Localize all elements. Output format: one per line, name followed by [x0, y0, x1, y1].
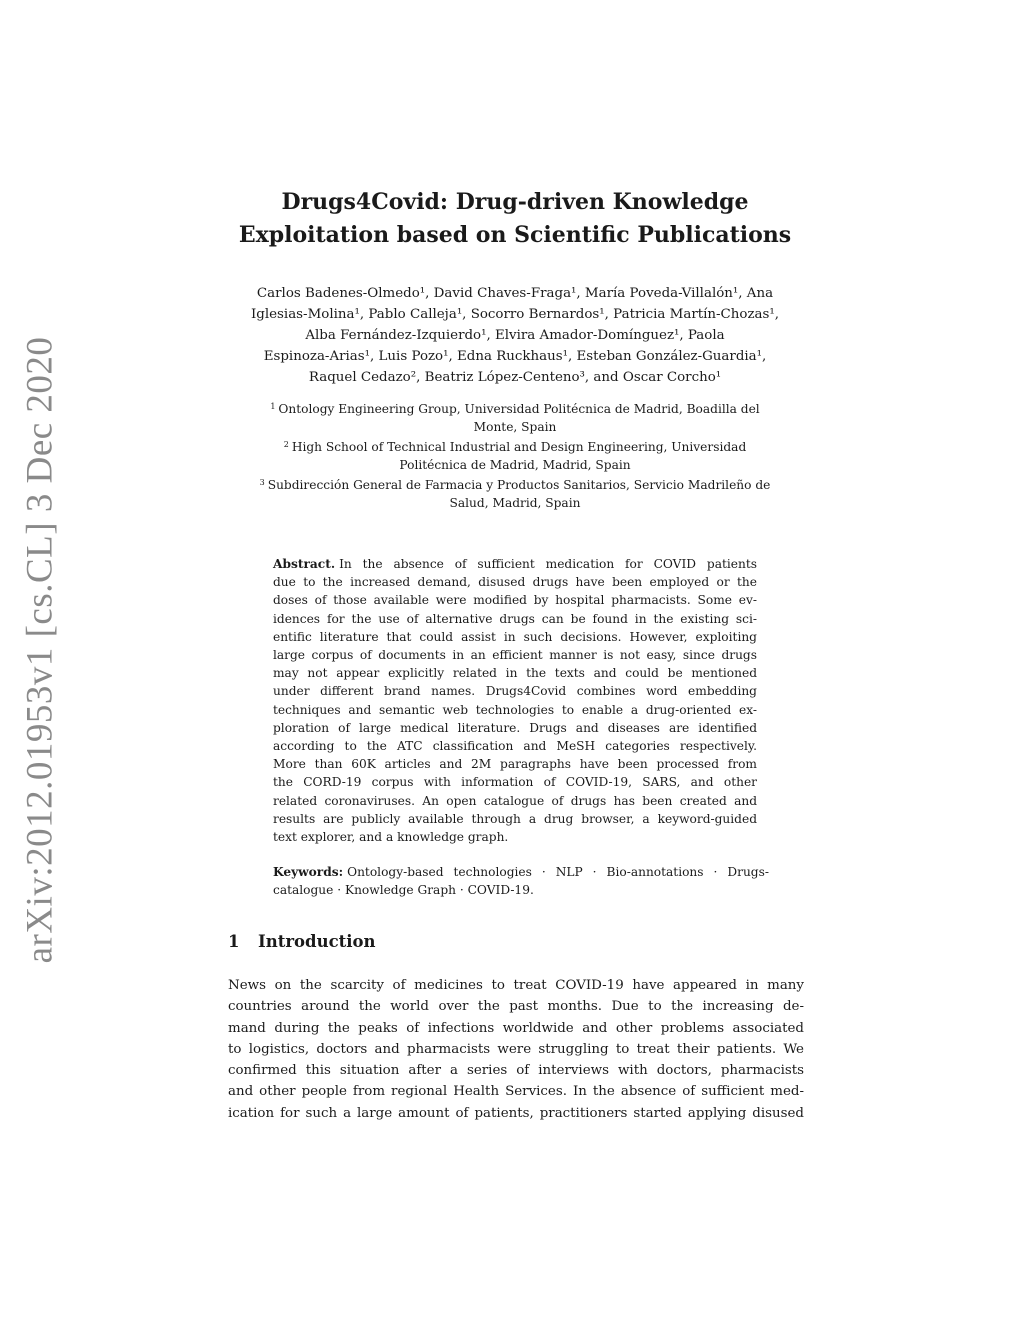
title-line: Drugs4Covid: Drug-driven Knowledge: [281, 189, 749, 215]
affiliation-number: 3: [259, 478, 265, 487]
author-line: Alba Fernández-Izquierdo¹, Elvira Amador-Domínguez¹, Paola: [305, 328, 725, 343]
abstract-line: ploration of large medical literature. Drugs and diseases are identified: [273, 720, 757, 735]
section-title: Introduction: [258, 932, 376, 951]
affiliation-text: High School of Technical Industrial and Design Engineering, Universidad: [291, 440, 747, 454]
body-line: countries around the world over the past months. Due to the increasing de-: [228, 999, 804, 1015]
arxiv-identifier: arXiv:2012.01953v1 [cs.CL] 3 Dec 2020: [19, 336, 61, 964]
author-line: Raquel Cedazo², Beatriz López-Centeno³, and Oscar Corcho¹: [308, 370, 722, 385]
author-list: [220, 283, 810, 388]
abstract-line: results are publicly available through a drug browser, a keyword-guided: [273, 811, 757, 826]
keywords: [273, 863, 769, 899]
keywords-label: Keywords:: [273, 865, 344, 879]
affiliation-number: 2: [283, 440, 289, 449]
keywords-line: catalogue · Knowledge Graph · COVID-19.: [273, 883, 534, 898]
abstract-line: according to the ATC classification and MeSH categories respectively.: [273, 739, 757, 754]
section-number: 1: [228, 932, 240, 951]
title-line: Exploitation based on Scientific Publications: [238, 222, 792, 248]
keywords-line: [273, 863, 769, 881]
abstract-line: under different brand names. Drugs4Covid combines word embedding: [273, 684, 757, 699]
affiliation-number: 1: [270, 402, 276, 411]
body-line: News on the scarcity of medicines to treat COVID-19 have appeared in many: [228, 978, 804, 993]
abstract-text: In the absence of sufficient medication for COVID patients: [339, 557, 757, 571]
author-line: Iglesias-Molina¹, Pablo Calleja¹, Socorro Bernardos¹, Patricia Martín-Chozas¹,: [250, 307, 780, 322]
affiliation-line: [225, 398, 805, 418]
affiliation-text: Ontology Engineering Group, Universidad Politécnica de Madrid, Boadilla del: [278, 402, 760, 416]
abstract-line: the CORD-19 corpus with information of COVID-19, SARS, and other: [273, 775, 757, 790]
section-body: [228, 975, 804, 1124]
body-line: mand during the peaks of infections worldwide and other problems associated: [228, 1020, 804, 1036]
abstract-line: large corpus of documents in an efficient manner is not easy, since drugs: [273, 648, 757, 663]
affiliation-text: Subdirección General de Farmacia y Productos Sanitarios, Servicio Madrileño de: [267, 478, 771, 492]
paper-title: [200, 186, 830, 252]
abstract-line: [273, 555, 757, 573]
affiliation-line: [225, 474, 805, 494]
body-line: to logistics, doctors and pharmacists were struggling to treat their patients. We: [228, 1041, 804, 1057]
abstract-line: entific literature that could assist in such decisions. However, exploiting: [273, 629, 757, 644]
abstract-line: may not appear explicitly related in the texts and could be mentioned: [273, 666, 757, 681]
abstract-line: due to the increased demand, disused drugs have been employed or the: [273, 575, 757, 590]
affiliation-line: Salud, Madrid, Spain: [449, 496, 581, 510]
abstract-line: text explorer, and a knowledge graph.: [273, 830, 509, 845]
abstract-line: related coronaviruses. An open catalogue of drugs has been created and: [273, 793, 757, 808]
body-line: confirmed this situation after a series of interviews with doctors, pharmacists: [228, 1063, 804, 1079]
keywords-text: Ontology-based technologies · NLP · Bio-annotations · Drugs-: [347, 865, 769, 879]
author-line: Espinoza-Arias¹, Luis Pozo¹, Edna Ruckhaus¹, Esteban González-Guardia¹,: [263, 349, 767, 364]
author-line: Carlos Badenes-Olmedo¹, David Chaves-Fraga¹, María Poveda-Villalón¹, Ana: [256, 286, 774, 301]
affiliation-list: [225, 398, 805, 512]
abstract-label: Abstract.: [273, 557, 336, 571]
abstract-line: techniques and semantic web technologies to enable a drug-oriented ex-: [273, 702, 757, 717]
body-line: ication for such a large amount of patients, practitioners started applying disused: [228, 1105, 804, 1121]
abstract-line: idences for the use of alternative drugs can be found in the existing sci-: [273, 611, 757, 626]
abstract-line: doses of those available were modified by hospital pharmacists. Some ev-: [273, 593, 757, 608]
affiliation-line: Politécnica de Madrid, Madrid, Spain: [399, 458, 631, 472]
affiliation-line: Monte, Spain: [473, 420, 557, 434]
affiliation-line: [225, 436, 805, 456]
body-line: and other people from regional Health Services. In the absence of sufficient med-: [228, 1084, 804, 1100]
section-heading: [228, 932, 376, 951]
abstract-line: More than 60K articles and 2M paragraphs have been processed from: [273, 757, 757, 772]
abstract: [273, 555, 757, 846]
